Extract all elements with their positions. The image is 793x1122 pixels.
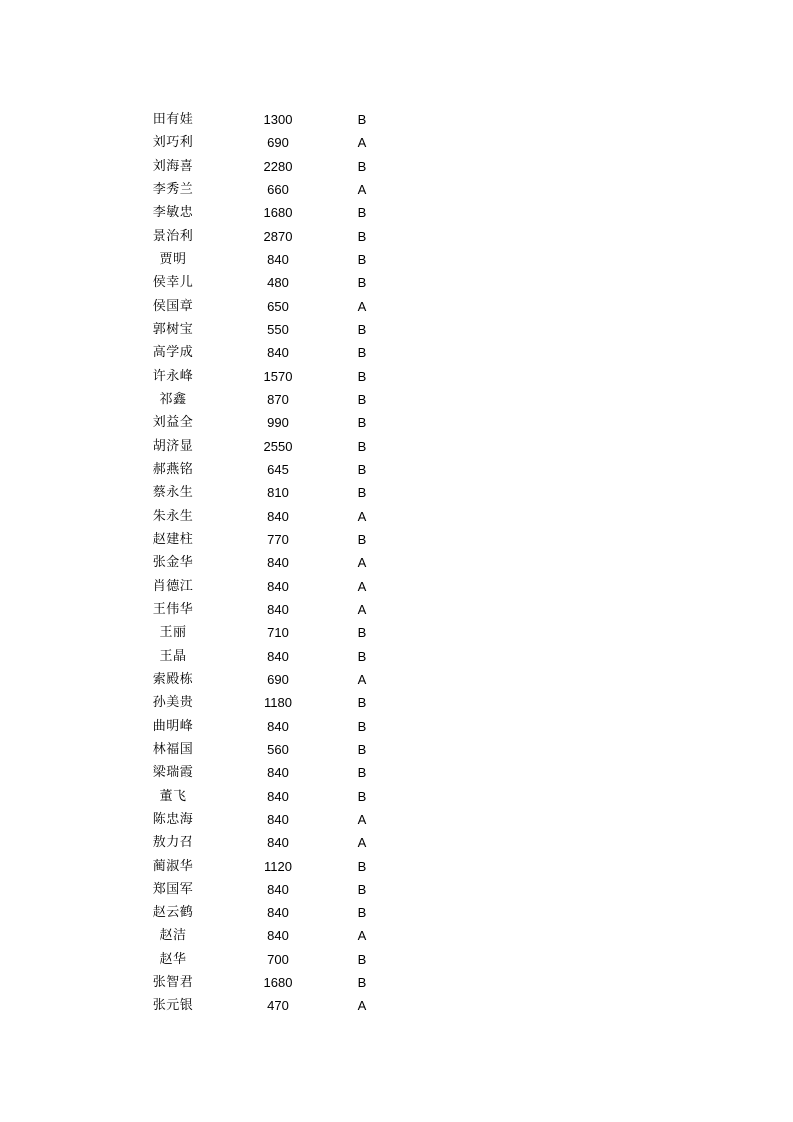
grade-cell: B	[357, 648, 367, 664]
name-cell: 赵华	[159, 951, 187, 967]
name-cell: 赵建柱	[152, 531, 194, 547]
grade-cell: B	[357, 112, 367, 127]
amount-cell: 1680	[263, 205, 293, 221]
table-row	[0, 598, 793, 621]
amount-cell: 840	[267, 345, 289, 361]
amount-cell: 2280	[263, 158, 293, 174]
grade-cell: B	[357, 438, 367, 454]
table-row	[0, 178, 793, 201]
grade-cell: B	[357, 718, 367, 734]
amount-cell: 840	[267, 905, 289, 921]
amount-cell: 470	[267, 998, 289, 1014]
table-row	[0, 108, 793, 131]
name-cell: 李秀兰	[152, 181, 194, 197]
table-row	[0, 271, 793, 294]
amount-cell: 660	[267, 181, 289, 197]
amount-cell: 840	[267, 601, 289, 617]
table-row	[0, 668, 793, 691]
grade-cell: B	[357, 158, 367, 174]
amount-cell: 990	[267, 415, 289, 431]
table-row	[0, 411, 793, 434]
name-cell: 田有娃	[152, 112, 194, 127]
name-cell: 蔺淑华	[152, 858, 194, 874]
name-cell: 敖力召	[152, 835, 194, 851]
amount-cell: 770	[267, 531, 289, 547]
table-row	[0, 155, 793, 178]
amount-cell: 1180	[264, 695, 292, 711]
name-cell: 王晶	[159, 648, 187, 664]
amount-cell: 1120	[264, 858, 292, 874]
amount-cell: 840	[267, 928, 289, 944]
name-cell: 胡济显	[152, 438, 194, 454]
name-cell: 郑国军	[152, 881, 194, 897]
grade-cell: A	[357, 835, 367, 851]
amount-cell: 840	[267, 648, 289, 664]
table-row	[0, 528, 793, 551]
amount-cell: 1570	[263, 368, 293, 384]
grade-cell: B	[357, 251, 367, 267]
name-cell: 侯幸儿	[152, 275, 194, 291]
table-row	[0, 481, 793, 504]
table-row	[0, 901, 793, 924]
table-row	[0, 621, 793, 644]
table-row	[0, 341, 793, 364]
grade-cell: A	[357, 578, 367, 594]
grade-cell: A	[357, 555, 367, 571]
name-cell: 王丽	[159, 625, 187, 641]
table-row	[0, 295, 793, 318]
grade-cell: A	[357, 508, 367, 524]
grade-cell: B	[357, 321, 367, 337]
amount-cell: 840	[267, 718, 289, 734]
amount-cell: 840	[267, 555, 289, 571]
grade-cell: A	[357, 671, 367, 687]
table-row	[0, 645, 793, 668]
table-row	[0, 924, 793, 947]
name-cell: 赵云鹤	[152, 905, 194, 921]
table-row	[0, 948, 793, 971]
table-row	[0, 575, 793, 598]
grade-cell: B	[357, 461, 367, 477]
grade-cell: B	[357, 881, 367, 897]
amount-cell: 810	[267, 485, 289, 501]
table-row	[0, 248, 793, 271]
table-row	[0, 878, 793, 901]
name-cell: 景治利	[152, 228, 194, 244]
table-row	[0, 365, 793, 388]
table-row	[0, 808, 793, 831]
grade-cell: B	[357, 228, 367, 244]
amount-cell: 2550	[263, 438, 293, 454]
grade-cell: B	[357, 391, 367, 407]
amount-cell: 840	[267, 811, 289, 827]
name-cell: 祁鑫	[159, 391, 187, 407]
grade-cell: B	[357, 345, 367, 361]
amount-cell: 1680	[263, 975, 293, 991]
grade-cell: A	[357, 298, 367, 314]
grade-cell: B	[357, 741, 367, 757]
table-row	[0, 785, 793, 808]
data-sheet	[0, 108, 793, 1018]
name-cell: 张智君	[152, 975, 194, 991]
name-cell: 林福国	[152, 741, 194, 757]
table-row	[0, 855, 793, 878]
grade-cell: B	[357, 951, 367, 967]
name-cell: 蔡永生	[152, 485, 194, 501]
grade-cell: B	[357, 765, 367, 781]
name-cell: 张金华	[152, 555, 194, 571]
table-row	[0, 201, 793, 224]
grade-cell: A	[357, 811, 367, 827]
grade-cell: A	[357, 135, 367, 151]
amount-cell: 480	[267, 275, 289, 291]
name-cell: 赵洁	[159, 928, 187, 944]
table-row	[0, 435, 793, 458]
table-row	[0, 388, 793, 411]
grade-cell: A	[357, 998, 367, 1014]
amount-cell: 870	[267, 391, 289, 407]
grade-cell: A	[357, 601, 367, 617]
amount-cell: 560	[267, 741, 289, 757]
table-row	[0, 831, 793, 854]
grade-cell: B	[357, 368, 367, 384]
name-cell: 张元银	[152, 998, 194, 1014]
amount-cell: 645	[267, 461, 289, 477]
name-cell: 许永峰	[152, 368, 194, 384]
amount-cell: 840	[267, 765, 289, 781]
amount-cell: 650	[267, 298, 289, 314]
table-row	[0, 738, 793, 761]
name-cell: 曲明峰	[152, 718, 194, 734]
table-row	[0, 994, 793, 1017]
table-row	[0, 691, 793, 714]
name-cell: 高学成	[152, 345, 194, 361]
grade-cell: B	[357, 858, 367, 874]
table-row	[0, 761, 793, 784]
grade-cell: B	[357, 485, 367, 501]
amount-cell: 840	[267, 578, 289, 594]
amount-cell: 840	[267, 508, 289, 524]
grade-cell: B	[357, 205, 367, 221]
table-row	[0, 505, 793, 528]
amount-cell: 690	[267, 671, 289, 687]
grade-cell: B	[357, 975, 367, 991]
grade-cell: A	[357, 928, 367, 944]
table-row	[0, 318, 793, 341]
name-cell: 陈忠海	[152, 811, 194, 827]
grade-cell: B	[357, 531, 367, 547]
amount-cell: 550	[267, 321, 289, 337]
name-cell: 董飞	[159, 788, 187, 804]
amount-cell: 1300	[263, 112, 293, 127]
name-cell: 郭树宝	[152, 321, 194, 337]
name-cell: 刘益全	[152, 415, 194, 431]
table-row	[0, 225, 793, 248]
name-cell: 索殿栋	[152, 671, 194, 687]
name-cell: 郝燕铭	[152, 461, 194, 477]
amount-cell: 840	[267, 835, 289, 851]
table-row	[0, 458, 793, 481]
name-cell: 梁瑞霞	[152, 765, 194, 781]
name-cell: 贾明	[159, 251, 187, 267]
name-cell: 朱永生	[152, 508, 194, 524]
amount-cell: 840	[267, 881, 289, 897]
name-cell: 孙美贵	[152, 695, 194, 711]
amount-cell: 2870	[263, 228, 293, 244]
amount-cell: 690	[267, 135, 289, 151]
grade-cell: B	[357, 905, 367, 921]
table-row	[0, 551, 793, 574]
name-cell: 李敏忠	[152, 205, 194, 221]
name-cell: 刘巧利	[152, 135, 194, 151]
amount-cell: 840	[267, 788, 289, 804]
grade-cell: B	[357, 275, 367, 291]
table-row	[0, 971, 793, 994]
amount-cell: 700	[267, 951, 289, 967]
grade-cell: A	[357, 181, 367, 197]
table-row	[0, 715, 793, 738]
amount-cell: 840	[267, 251, 289, 267]
grade-cell: B	[357, 415, 367, 431]
name-cell: 侯国章	[152, 298, 194, 314]
table-row	[0, 131, 793, 154]
name-cell: 王伟华	[152, 601, 194, 617]
grade-cell: B	[357, 788, 367, 804]
grade-cell: B	[357, 695, 367, 711]
name-cell: 刘海喜	[152, 158, 194, 174]
name-cell: 肖德江	[152, 578, 194, 594]
grade-cell: B	[357, 625, 367, 641]
amount-cell: 710	[267, 625, 289, 641]
